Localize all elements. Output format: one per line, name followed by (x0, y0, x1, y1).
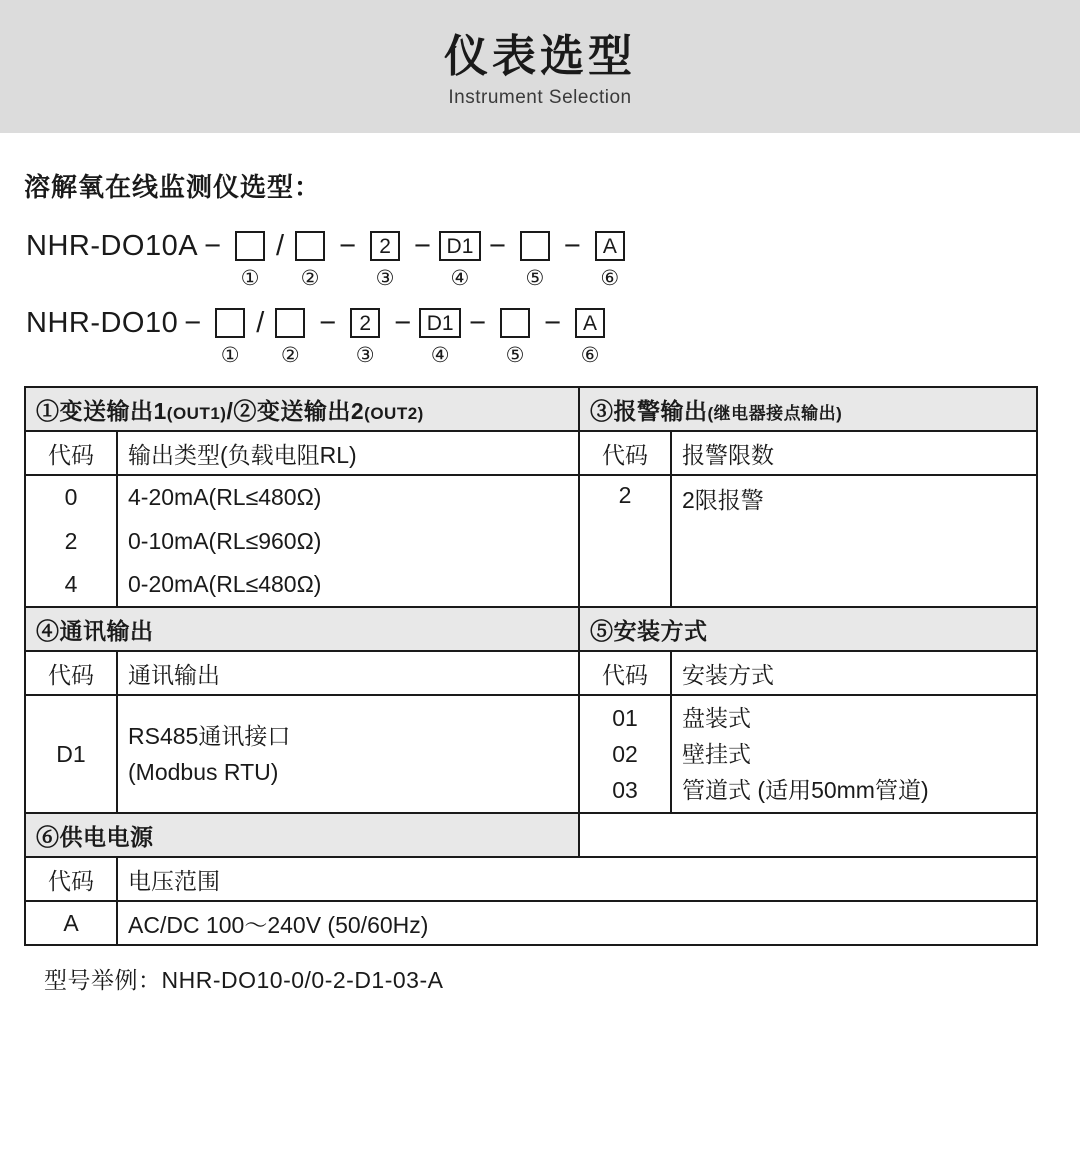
code-box-value (235, 231, 265, 261)
code-slot-3[interactable] (362, 226, 408, 289)
mount-desc-3: 管道式 (适用50mm管道) (682, 777, 929, 803)
slash-separator: / (256, 307, 265, 339)
col-title-mounting: 安装方式 (671, 651, 1037, 695)
code-slot-2[interactable] (267, 303, 313, 366)
model-code-row-1 (26, 226, 1080, 289)
code-box-value: 2 (370, 231, 400, 261)
header-text-alarm: ③报警输出 (590, 397, 708, 424)
code-slot-3[interactable] (342, 303, 388, 366)
code-box-value: D1 (419, 308, 461, 338)
code-marker: ② (300, 267, 320, 290)
code-marker: ⑥ (600, 267, 620, 290)
table-row (25, 901, 1037, 945)
code-box-value: D1 (439, 231, 481, 261)
dash-separator: − (544, 307, 561, 339)
cell-code: 2 (25, 519, 117, 563)
dash-separator: − (394, 307, 412, 339)
cell-code: 0 (25, 475, 117, 519)
header-alarm-output (579, 387, 1037, 431)
dash-separator: − (339, 230, 357, 262)
code-box-value (275, 308, 305, 338)
mount-code-2: 02 (612, 741, 638, 767)
code-slot-6[interactable] (567, 303, 613, 366)
model-prefix: NHR-DO10 (26, 307, 179, 339)
code-box-value (295, 231, 325, 261)
mount-code-3: 03 (612, 777, 638, 803)
col-title-code-left: 代码 (25, 431, 117, 475)
code-marker: ⑥ (580, 344, 600, 367)
col-title-alarm-count: 报警限数 (671, 431, 1037, 475)
slash-separator: / (276, 230, 285, 262)
table-row (25, 857, 1037, 901)
code-marker: ① (240, 267, 260, 290)
mount-desc-1: 盘装式 (682, 705, 752, 731)
code-marker: ⑤ (505, 344, 525, 367)
header-text-out1: (OUT1) (166, 403, 227, 423)
cell-code-group (579, 695, 671, 813)
code-box-value (500, 308, 530, 338)
dash-separator: − (563, 230, 581, 262)
table-row (25, 387, 1037, 431)
model-code-row-2 (26, 303, 1080, 366)
code-slot-4[interactable] (437, 226, 483, 289)
header-text-alarm-note: (继电器接点输出) (707, 403, 843, 423)
code-slot-1[interactable] (227, 226, 273, 289)
table-row (25, 475, 1037, 519)
header-communication-output: ④通讯输出 (25, 607, 579, 651)
code-slot-1[interactable] (207, 303, 253, 366)
code-box-value (520, 231, 550, 261)
communication-line-1: RS485通讯接口 (128, 723, 291, 749)
code-slot-5[interactable] (492, 303, 538, 366)
cell-output-type: 0-10mA(RL≤960Ω) (117, 519, 579, 563)
cell-output-type: 4-20mA(RL≤480Ω) (117, 475, 579, 519)
banner-title: 仪表选型 (444, 32, 636, 82)
selection-table (24, 386, 1038, 946)
code-slot-6[interactable] (587, 226, 633, 289)
code-box-value: 2 (350, 308, 380, 338)
table-row (25, 431, 1037, 475)
cell-code: 2 (579, 475, 671, 607)
header-transmit-output (25, 387, 579, 431)
col-title-communication: 通讯输出 (117, 651, 579, 695)
code-box-value: A (595, 231, 625, 261)
table-row (25, 695, 1037, 813)
code-marker: ③ (355, 344, 375, 367)
col-title-code: 代码 (25, 857, 117, 901)
col-title-code-right: 代码 (579, 431, 671, 475)
col-title-output-type: 输出类型(负载电阻RL) (117, 431, 579, 475)
dash-separator: − (469, 307, 487, 339)
communication-line-2: (Modbus RTU) (128, 759, 279, 785)
page-title: 溶解氧在线监测仪选型： (24, 172, 322, 202)
cell-voltage-range: AC/DC 100～240V (50/60Hz) (117, 901, 1037, 945)
code-marker: ① (220, 344, 240, 367)
col-title-voltage-range: 电压范围 (117, 857, 1037, 901)
cell-communication (117, 695, 579, 813)
code-marker: ④ (430, 344, 450, 367)
cell-mounting-group (671, 695, 1037, 813)
banner-subtitle: Instrument Selection (448, 86, 632, 108)
dash-separator: − (488, 230, 506, 262)
col-title-code-left: 代码 (25, 651, 117, 695)
header-text-out2: (OUT2) (364, 403, 424, 423)
cell-code: 4 (25, 563, 117, 607)
col-title-code-right: 代码 (579, 651, 671, 695)
dash-separator: − (414, 230, 431, 262)
model-prefix: NHR-DO10A (26, 230, 199, 262)
cell-code: D1 (25, 695, 117, 813)
dash-separator: − (184, 307, 202, 339)
code-slot-4[interactable] (417, 303, 463, 366)
header-power-supply: ⑥供电电源 (25, 813, 579, 857)
table-row (25, 813, 1037, 857)
dash-separator: − (204, 230, 222, 262)
table-row (25, 651, 1037, 695)
header-text-part2: /②变送输出2 (226, 397, 365, 424)
code-box-value: A (575, 308, 605, 338)
model-example: 型号举例：NHR-DO10-0/0-2-D1-03-A (44, 967, 444, 993)
code-slot-2[interactable] (287, 226, 333, 289)
mount-desc-2: 壁挂式 (682, 741, 752, 767)
dash-separator: − (319, 307, 337, 339)
code-box-value (215, 308, 245, 338)
code-slot-5[interactable] (512, 226, 558, 289)
table-row (25, 607, 1037, 651)
header-text-part1: ①变送输出1 (36, 397, 167, 424)
code-marker: ⑤ (525, 267, 545, 290)
code-marker: ② (280, 344, 300, 367)
cell-code: A (25, 901, 117, 945)
page-banner (0, 0, 1080, 133)
header-empty (579, 813, 1037, 857)
mount-code-1: 01 (612, 705, 638, 731)
code-marker: ③ (375, 267, 395, 290)
cell-output-type: 0-20mA(RL≤480Ω) (117, 563, 579, 607)
code-marker: ④ (450, 267, 470, 290)
cell-alarm-count: 2限报警 (671, 475, 1037, 607)
header-mounting-type: ⑤安装方式 (579, 607, 1037, 651)
